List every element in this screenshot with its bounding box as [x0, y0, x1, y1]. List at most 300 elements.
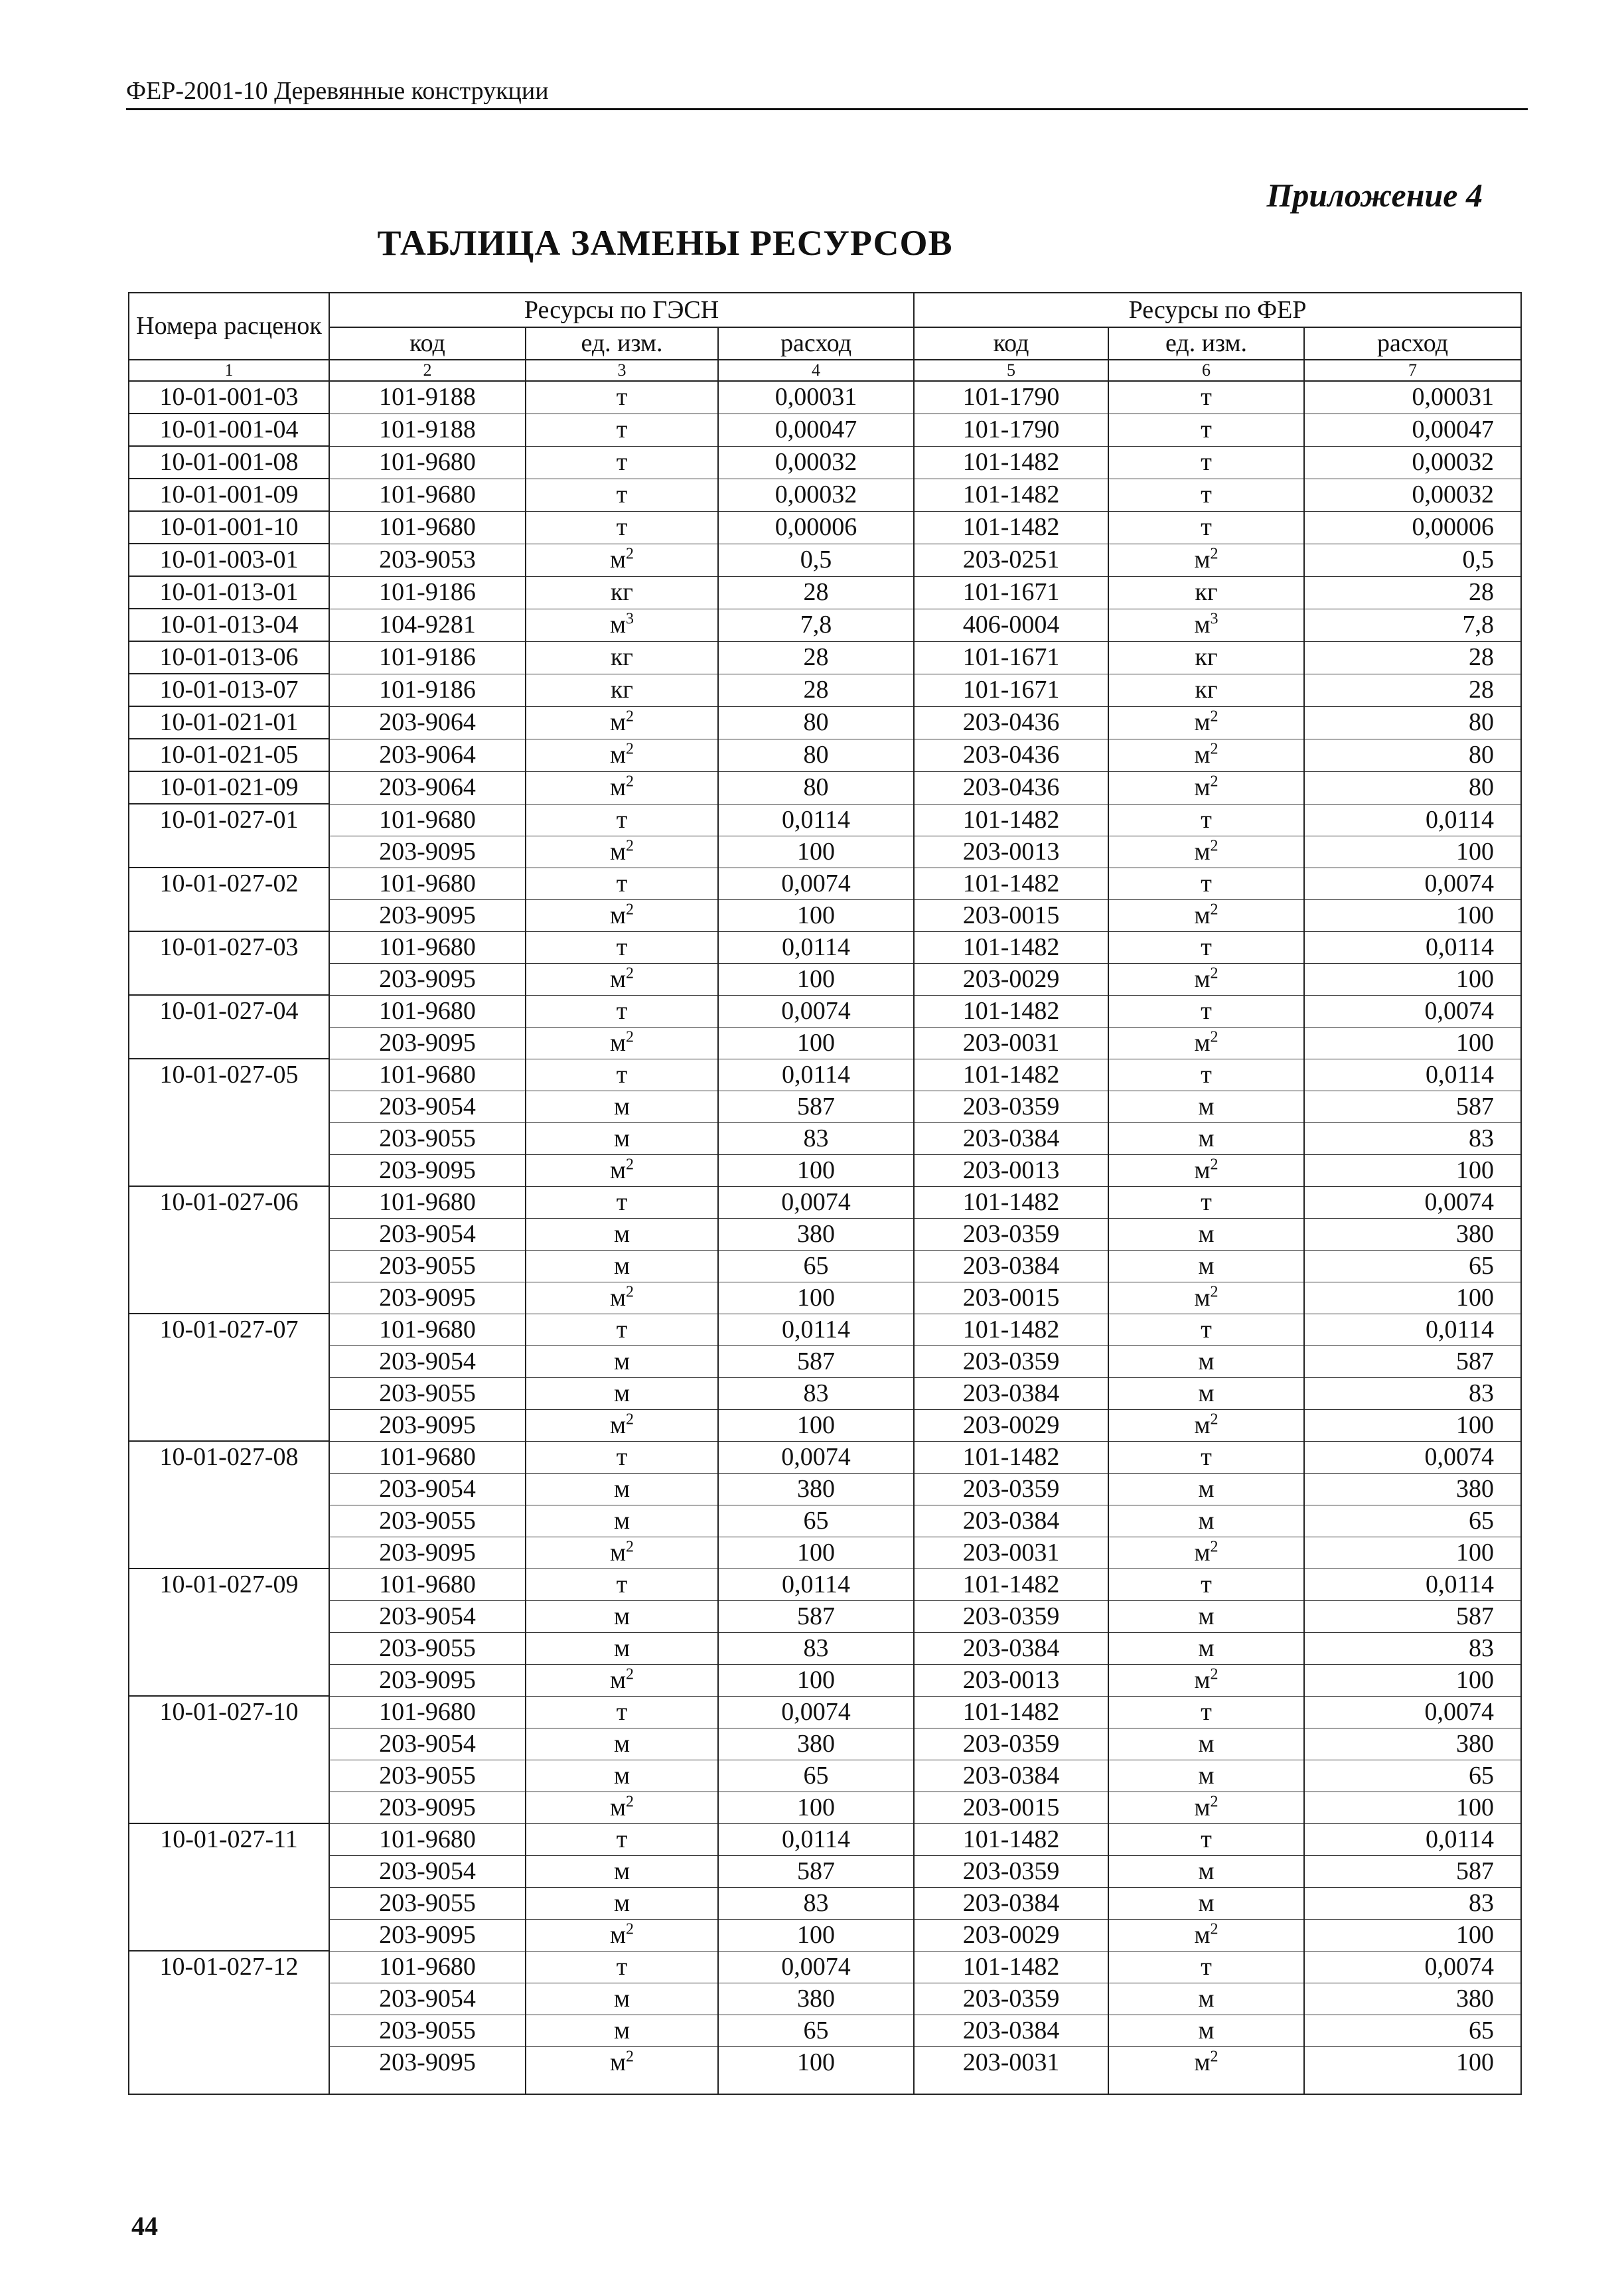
fer-amount-cell: 65	[1304, 2015, 1521, 2046]
gesn-amount-cell: 28	[718, 576, 914, 609]
fer-code-cell: 101-1482	[914, 804, 1108, 836]
fer-unit-cell: т	[1108, 995, 1304, 1027]
column-number: 1	[129, 360, 329, 381]
gesn-unit-cell: т	[526, 1951, 718, 1983]
gesn-code-cell: 203-9095	[329, 1409, 526, 1441]
resource-replacement-table	[128, 292, 1522, 2095]
gesn-code-cell: 101-9680	[329, 1059, 526, 1091]
fer-unit-cell: $м^2$	[1108, 1792, 1304, 1823]
gesn-amount-cell: 100	[718, 836, 914, 868]
gesn-unit-cell: кг	[526, 674, 718, 706]
table-row	[129, 1537, 1521, 1569]
fer-amount-cell: 100	[1304, 2046, 1521, 2094]
rate-number-cell: 10-01-001-09	[129, 479, 329, 511]
fer-amount-cell: 587	[1304, 1091, 1521, 1122]
header-fer-unit: ед. изм.	[1108, 327, 1304, 360]
gesn-amount-cell: 587	[718, 1091, 914, 1122]
fer-code-cell: 101-1482	[914, 1186, 1108, 1218]
gesn-unit-cell: $м^2$	[526, 771, 718, 804]
gesn-unit-cell: $м^2$	[526, 1154, 718, 1186]
table-row	[129, 1091, 1521, 1122]
gesn-amount-cell: 380	[718, 1473, 914, 1505]
fer-amount-cell: 0,5	[1304, 544, 1521, 576]
fer-code-cell: 101-1482	[914, 1696, 1108, 1728]
rate-number-cell	[129, 1760, 329, 1792]
column-number: 6	[1108, 360, 1304, 381]
fer-amount-cell: 65	[1304, 1505, 1521, 1537]
fer-code-cell: 101-1671	[914, 674, 1108, 706]
gesn-code-cell: 203-9054	[329, 1091, 526, 1122]
gesn-code-cell: 203-9054	[329, 1345, 526, 1377]
fer-unit-cell: $м^2$	[1108, 2046, 1304, 2094]
table-row	[129, 1760, 1521, 1792]
header-gesn-code: код	[329, 327, 526, 360]
gesn-code-cell: 203-9095	[329, 1027, 526, 1059]
fer-amount-cell: 100	[1304, 1664, 1521, 1696]
rate-number-cell	[129, 1409, 329, 1441]
table-row	[129, 479, 1521, 511]
fer-code-cell: 203-0384	[914, 1250, 1108, 1282]
gesn-unit-cell: $м^2$	[526, 1282, 718, 1314]
table-row	[129, 674, 1521, 706]
gesn-unit-cell: м	[526, 1887, 718, 1919]
gesn-unit-cell: т	[526, 804, 718, 836]
gesn-code-cell: 203-9055	[329, 1377, 526, 1409]
gesn-amount-cell: 100	[718, 1537, 914, 1569]
gesn-code-cell: 101-9680	[329, 1186, 526, 1218]
table-row	[129, 931, 1521, 963]
rate-number-cell: 10-01-027-01	[129, 804, 329, 836]
table-row	[129, 1951, 1521, 1983]
rate-number-cell	[129, 899, 329, 931]
table-row	[129, 1919, 1521, 1951]
gesn-amount-cell: 380	[718, 1728, 914, 1760]
fer-code-cell: 203-0384	[914, 1377, 1108, 1409]
gesn-unit-cell: м	[526, 1218, 718, 1250]
gesn-code-cell: 203-9054	[329, 1473, 526, 1505]
table-row	[129, 1600, 1521, 1632]
gesn-unit-cell: м	[526, 1632, 718, 1664]
gesn-unit-cell: м	[526, 1855, 718, 1887]
fer-code-cell: 203-0359	[914, 1218, 1108, 1250]
gesn-unit-cell: кг	[526, 641, 718, 674]
fer-unit-cell: т	[1108, 1059, 1304, 1091]
table-row	[129, 1059, 1521, 1091]
fer-amount-cell: 0,00031	[1304, 381, 1521, 414]
gesn-code-cell: 101-9680	[329, 479, 526, 511]
fer-amount-cell: 0,0114	[1304, 1059, 1521, 1091]
fer-amount-cell: 100	[1304, 899, 1521, 931]
rate-number-cell	[129, 1218, 329, 1250]
gesn-amount-cell: 0,0114	[718, 931, 914, 963]
rate-number-cell: 10-01-027-12	[129, 1951, 329, 1983]
fer-code-cell: 203-0359	[914, 1728, 1108, 1760]
gesn-amount-cell: 0,0114	[718, 1314, 914, 1345]
table-row	[129, 1314, 1521, 1345]
table-row	[129, 1473, 1521, 1505]
gesn-unit-cell: $м^2$	[526, 836, 718, 868]
table-row	[129, 511, 1521, 544]
fer-unit-cell: м	[1108, 1091, 1304, 1122]
table-row	[129, 1441, 1521, 1473]
fer-code-cell: 203-0384	[914, 1505, 1108, 1537]
fer-amount-cell: 0,00032	[1304, 479, 1521, 511]
table-row	[129, 1632, 1521, 1664]
gesn-amount-cell: 28	[718, 674, 914, 706]
rate-number-cell: 10-01-027-05	[129, 1059, 329, 1091]
fer-unit-cell: т	[1108, 931, 1304, 963]
table-row	[129, 2046, 1521, 2094]
fer-unit-cell: т	[1108, 1696, 1304, 1728]
table-row	[129, 1728, 1521, 1760]
fer-unit-cell: $м^3$	[1108, 609, 1304, 641]
fer-amount-cell: 0,0074	[1304, 1441, 1521, 1473]
fer-code-cell: 101-1482	[914, 479, 1108, 511]
gesn-unit-cell: т	[526, 995, 718, 1027]
gesn-unit-cell: т	[526, 414, 718, 446]
fer-code-cell: 203-0029	[914, 1409, 1108, 1441]
fer-amount-cell: 380	[1304, 1473, 1521, 1505]
fer-code-cell: 203-0015	[914, 1282, 1108, 1314]
fer-amount-cell: 100	[1304, 836, 1521, 868]
gesn-unit-cell: $м^2$	[526, 1664, 718, 1696]
table-row	[129, 1154, 1521, 1186]
gesn-code-cell: 203-9055	[329, 1632, 526, 1664]
fer-amount-cell: 100	[1304, 963, 1521, 995]
fer-unit-cell: м	[1108, 1760, 1304, 1792]
fer-amount-cell: 80	[1304, 706, 1521, 739]
fer-code-cell: 101-1482	[914, 1823, 1108, 1855]
gesn-amount-cell: 83	[718, 1632, 914, 1664]
gesn-code-cell: 203-9054	[329, 1600, 526, 1632]
fer-code-cell: 203-0384	[914, 1632, 1108, 1664]
rate-number-cell: 10-01-013-01	[129, 576, 329, 609]
fer-amount-cell: 100	[1304, 1919, 1521, 1951]
table-row	[129, 1186, 1521, 1218]
gesn-amount-cell: 587	[718, 1855, 914, 1887]
fer-code-cell: 101-1482	[914, 995, 1108, 1027]
gesn-amount-cell: 100	[718, 1792, 914, 1823]
table-row	[129, 1505, 1521, 1537]
rate-number-cell	[129, 1664, 329, 1696]
fer-amount-cell: 0,0114	[1304, 931, 1521, 963]
table-row	[129, 2015, 1521, 2046]
table-row	[129, 1282, 1521, 1314]
fer-code-cell: 101-1482	[914, 1951, 1108, 1983]
rate-number-cell: 10-01-013-04	[129, 609, 329, 641]
fer-unit-cell: $м^2$	[1108, 836, 1304, 868]
fer-code-cell: 203-0031	[914, 1537, 1108, 1569]
gesn-code-cell: 101-9680	[329, 1569, 526, 1600]
fer-unit-cell: $м^2$	[1108, 739, 1304, 771]
gesn-code-cell: 101-9680	[329, 446, 526, 479]
rate-number-cell	[129, 1600, 329, 1632]
fer-unit-cell: $м^2$	[1108, 1409, 1304, 1441]
gesn-code-cell: 101-9680	[329, 804, 526, 836]
fer-code-cell: 203-0015	[914, 1792, 1108, 1823]
fer-unit-cell: $м^2$	[1108, 1282, 1304, 1314]
fer-amount-cell: 0,00032	[1304, 446, 1521, 479]
fer-code-cell: 203-0013	[914, 1154, 1108, 1186]
fer-amount-cell: 380	[1304, 1983, 1521, 2015]
fer-amount-cell: 100	[1304, 1792, 1521, 1823]
gesn-unit-cell: $м^2$	[526, 1027, 718, 1059]
table-row	[129, 963, 1521, 995]
gesn-amount-cell: 100	[718, 899, 914, 931]
fer-amount-cell: 100	[1304, 1154, 1521, 1186]
fer-amount-cell: 28	[1304, 674, 1521, 706]
fer-code-cell: 101-1790	[914, 381, 1108, 414]
rate-number-cell: 10-01-001-10	[129, 511, 329, 544]
gesn-amount-cell: 65	[718, 1505, 914, 1537]
column-number: 3	[526, 360, 718, 381]
gesn-unit-cell: м	[526, 1983, 718, 2015]
table-row	[129, 544, 1521, 576]
gesn-unit-cell: кг	[526, 576, 718, 609]
fer-code-cell: 203-0436	[914, 706, 1108, 739]
rate-number-cell	[129, 1537, 329, 1569]
gesn-code-cell: 101-9680	[329, 931, 526, 963]
fer-unit-cell: т	[1108, 1441, 1304, 1473]
fer-unit-cell: $м^2$	[1108, 706, 1304, 739]
fer-code-cell: 203-0384	[914, 1122, 1108, 1154]
gesn-code-cell: 203-9055	[329, 1505, 526, 1537]
rate-number-cell	[129, 1091, 329, 1122]
gesn-amount-cell: 0,0114	[718, 1569, 914, 1600]
fer-unit-cell: т	[1108, 446, 1304, 479]
fer-code-cell: 203-0015	[914, 899, 1108, 931]
fer-amount-cell: 0,0074	[1304, 868, 1521, 899]
gesn-unit-cell: $м^2$	[526, 1919, 718, 1951]
rate-number-cell	[129, 1377, 329, 1409]
gesn-code-cell: 101-9188	[329, 381, 526, 414]
gesn-code-cell: 203-9095	[329, 1282, 526, 1314]
rate-number-cell	[129, 1027, 329, 1059]
gesn-code-cell: 203-9055	[329, 1760, 526, 1792]
gesn-code-cell: 203-9054	[329, 1218, 526, 1250]
rate-number-cell: 10-01-027-08	[129, 1441, 329, 1473]
fer-amount-cell: 0,0114	[1304, 1314, 1521, 1345]
gesn-amount-cell: 83	[718, 1122, 914, 1154]
rate-number-cell	[129, 1122, 329, 1154]
table-row	[129, 1250, 1521, 1282]
gesn-amount-cell: 100	[718, 1282, 914, 1314]
table-row	[129, 899, 1521, 931]
gesn-amount-cell: 0,00032	[718, 479, 914, 511]
table-row	[129, 836, 1521, 868]
fer-unit-cell: т	[1108, 1951, 1304, 1983]
gesn-code-cell: 203-9095	[329, 963, 526, 995]
gesn-unit-cell: т	[526, 1314, 718, 1345]
gesn-code-cell: 203-9064	[329, 706, 526, 739]
fer-amount-cell: 100	[1304, 1027, 1521, 1059]
gesn-code-cell: 104-9281	[329, 609, 526, 641]
fer-unit-cell: т	[1108, 414, 1304, 446]
gesn-unit-cell: м	[526, 1377, 718, 1409]
fer-code-cell: 101-1790	[914, 414, 1108, 446]
rate-number-cell	[129, 1983, 329, 2015]
rate-number-cell	[129, 1505, 329, 1537]
column-number: 4	[718, 360, 914, 381]
table-row	[129, 1409, 1521, 1441]
table-row	[129, 1983, 1521, 2015]
column-number: 7	[1304, 360, 1521, 381]
gesn-code-cell: 203-9095	[329, 836, 526, 868]
gesn-code-cell: 101-9186	[329, 641, 526, 674]
table-row	[129, 1664, 1521, 1696]
fer-amount-cell: 0,0074	[1304, 995, 1521, 1027]
column-number: 5	[914, 360, 1108, 381]
gesn-unit-cell: $м^2$	[526, 1792, 718, 1823]
table-row	[129, 1887, 1521, 1919]
gesn-unit-cell: т	[526, 1696, 718, 1728]
gesn-unit-cell: м	[526, 1600, 718, 1632]
gesn-amount-cell: 0,00006	[718, 511, 914, 544]
gesn-code-cell: 203-9095	[329, 2046, 526, 2094]
gesn-unit-cell: $м^2$	[526, 963, 718, 995]
rate-number-cell: 10-01-027-11	[129, 1823, 329, 1855]
gesn-code-cell: 101-9188	[329, 414, 526, 446]
rate-number-cell	[129, 1632, 329, 1664]
gesn-code-cell: 101-9680	[329, 1696, 526, 1728]
fer-code-cell: 203-0251	[914, 544, 1108, 576]
fer-code-cell: 101-1482	[914, 868, 1108, 899]
rate-number-cell: 10-01-001-08	[129, 446, 329, 479]
table-row	[129, 771, 1521, 804]
header-fer-code: код	[914, 327, 1108, 360]
gesn-unit-cell: м	[526, 2015, 718, 2046]
fer-unit-cell: $м^2$	[1108, 544, 1304, 576]
table-row	[129, 1218, 1521, 1250]
fer-unit-cell: м	[1108, 1250, 1304, 1282]
gesn-amount-cell: 100	[718, 2046, 914, 2094]
table-body	[129, 381, 1521, 2094]
fer-amount-cell: 0,0114	[1304, 804, 1521, 836]
fer-amount-cell: 587	[1304, 1345, 1521, 1377]
fer-unit-cell: м	[1108, 1728, 1304, 1760]
gesn-code-cell: 203-9064	[329, 771, 526, 804]
gesn-code-cell: 203-9095	[329, 1537, 526, 1569]
gesn-unit-cell: м	[526, 1728, 718, 1760]
fer-amount-cell: 0,0074	[1304, 1186, 1521, 1218]
fer-amount-cell: 0,0074	[1304, 1951, 1521, 1983]
gesn-code-cell: 203-9095	[329, 1154, 526, 1186]
table-row	[129, 1823, 1521, 1855]
table-row	[129, 1345, 1521, 1377]
gesn-amount-cell: 0,0114	[718, 1823, 914, 1855]
gesn-code-cell: 101-9680	[329, 995, 526, 1027]
fer-unit-cell: $м^2$	[1108, 1664, 1304, 1696]
fer-amount-cell: 380	[1304, 1728, 1521, 1760]
page-number: 44	[131, 2211, 158, 2241]
gesn-code-cell: 203-9055	[329, 1122, 526, 1154]
gesn-amount-cell: 587	[718, 1345, 914, 1377]
gesn-code-cell: 203-9053	[329, 544, 526, 576]
fer-unit-cell: $м^2$	[1108, 1154, 1304, 1186]
fer-amount-cell: 0,0114	[1304, 1569, 1521, 1600]
fer-unit-cell: м	[1108, 1887, 1304, 1919]
fer-code-cell: 203-0359	[914, 1091, 1108, 1122]
gesn-unit-cell: м	[526, 1122, 718, 1154]
gesn-code-cell: 101-9680	[329, 1951, 526, 1983]
gesn-amount-cell: 7,8	[718, 609, 914, 641]
fer-unit-cell: м	[1108, 2015, 1304, 2046]
gesn-amount-cell: 0,0074	[718, 995, 914, 1027]
fer-unit-cell: $м^2$	[1108, 1919, 1304, 1951]
rate-number-cell	[129, 1919, 329, 1951]
gesn-unit-cell: $м^2$	[526, 1537, 718, 1569]
gesn-unit-cell: м	[526, 1760, 718, 1792]
fer-amount-cell: 100	[1304, 1537, 1521, 1569]
rate-number-cell: 10-01-021-01	[129, 706, 329, 739]
rate-number-cell: 10-01-001-03	[129, 381, 329, 414]
fer-amount-cell: 100	[1304, 1282, 1521, 1314]
rate-number-cell	[129, 1855, 329, 1887]
fer-code-cell: 203-0031	[914, 1027, 1108, 1059]
table-row	[129, 1792, 1521, 1823]
gesn-unit-cell: т	[526, 1186, 718, 1218]
gesn-unit-cell: т	[526, 479, 718, 511]
column-number: 2	[329, 360, 526, 381]
gesn-amount-cell: 100	[718, 1664, 914, 1696]
gesn-code-cell: 101-9680	[329, 1823, 526, 1855]
fer-code-cell: 203-0031	[914, 2046, 1108, 2094]
gesn-unit-cell: т	[526, 1569, 718, 1600]
header-gesn-unit: ед. изм.	[526, 327, 718, 360]
table-row	[129, 641, 1521, 674]
fer-code-cell: 203-0359	[914, 1345, 1108, 1377]
fer-code-cell: 203-0436	[914, 771, 1108, 804]
fer-code-cell: 203-0013	[914, 1664, 1108, 1696]
table-row	[129, 804, 1521, 836]
gesn-amount-cell: 28	[718, 641, 914, 674]
fer-unit-cell: т	[1108, 804, 1304, 836]
table-row	[129, 446, 1521, 479]
gesn-unit-cell: т	[526, 446, 718, 479]
gesn-unit-cell: $м^2$	[526, 544, 718, 576]
fer-code-cell: 203-0029	[914, 963, 1108, 995]
table-row	[129, 1122, 1521, 1154]
gesn-code-cell: 101-9680	[329, 1314, 526, 1345]
fer-amount-cell: 28	[1304, 576, 1521, 609]
gesn-unit-cell: т	[526, 381, 718, 414]
fer-unit-cell: $м^2$	[1108, 771, 1304, 804]
rate-number-cell: 10-01-027-06	[129, 1186, 329, 1218]
rate-number-cell: 10-01-027-09	[129, 1569, 329, 1600]
table-row	[129, 1377, 1521, 1409]
gesn-code-cell: 203-9095	[329, 1792, 526, 1823]
fer-code-cell: 203-0359	[914, 1600, 1108, 1632]
gesn-amount-cell: 380	[718, 1218, 914, 1250]
rate-number-cell	[129, 1887, 329, 1919]
gesn-amount-cell: 65	[718, 1250, 914, 1282]
rate-number-cell	[129, 1154, 329, 1186]
table-row	[129, 1027, 1521, 1059]
rate-number-cell: 10-01-027-04	[129, 995, 329, 1027]
gesn-unit-cell: т	[526, 511, 718, 544]
gesn-amount-cell: 0,0074	[718, 868, 914, 899]
fer-unit-cell: т	[1108, 1314, 1304, 1345]
gesn-amount-cell: 0,0074	[718, 1951, 914, 1983]
gesn-unit-cell: $м^2$	[526, 899, 718, 931]
gesn-unit-cell: м	[526, 1091, 718, 1122]
gesn-unit-cell: м	[526, 1505, 718, 1537]
gesn-amount-cell: 0,00047	[718, 414, 914, 446]
gesn-amount-cell: 65	[718, 2015, 914, 2046]
fer-amount-cell: 83	[1304, 1887, 1521, 1919]
fer-code-cell: 203-0436	[914, 739, 1108, 771]
fer-code-cell: 101-1482	[914, 1569, 1108, 1600]
